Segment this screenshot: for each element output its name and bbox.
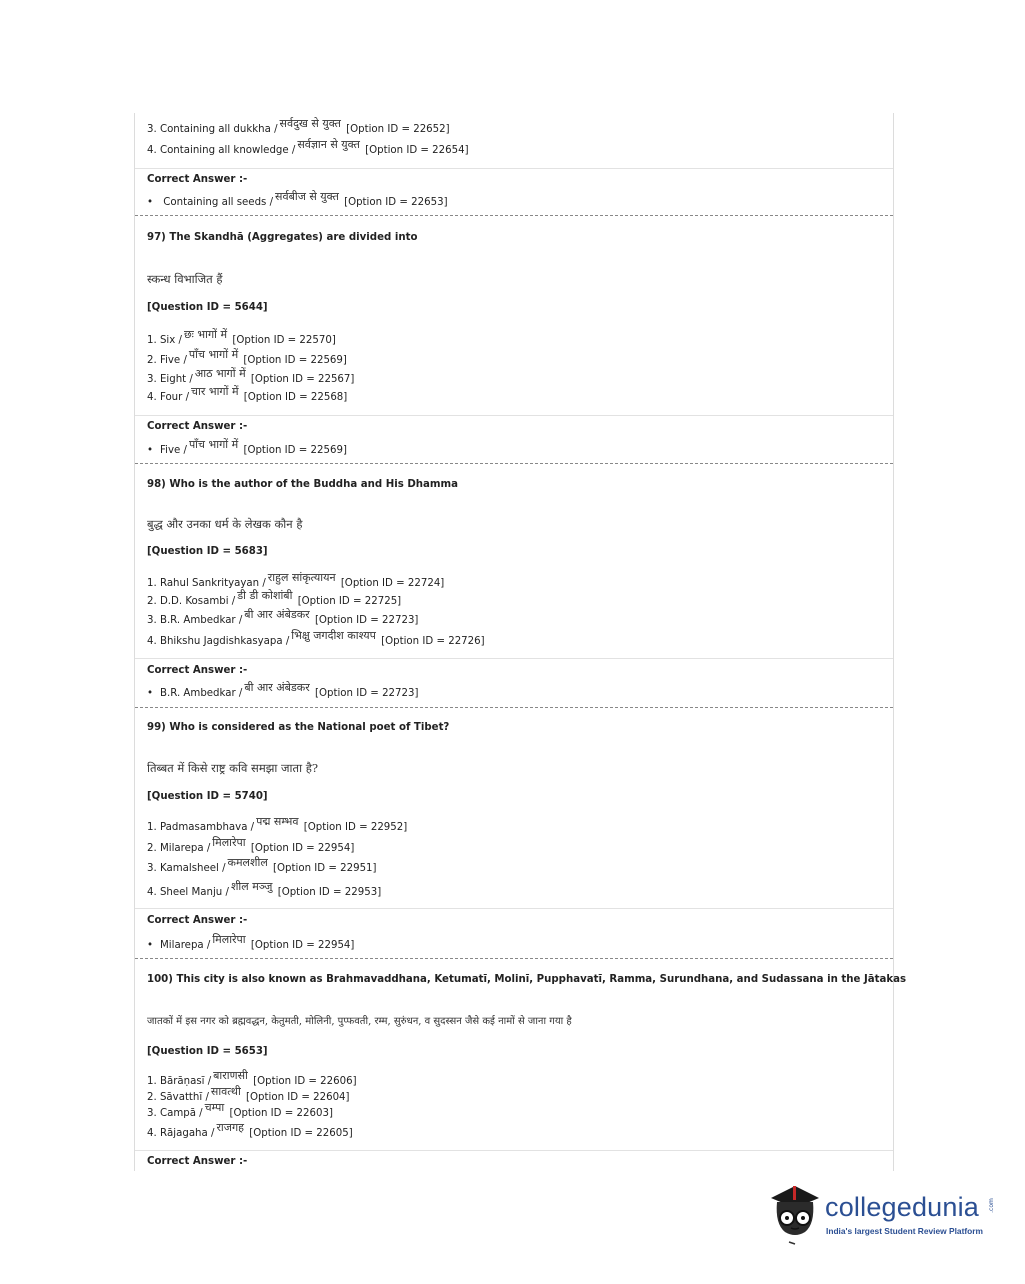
- logo-tagline: India's largest Student Review Platform: [826, 1226, 983, 1236]
- question-title: 97) The Skandhā (Aggregates) are divided into: [147, 232, 418, 243]
- option-row: 2. Milarepa / मिलारेपा [Option ID = 22954]: [147, 836, 355, 854]
- option-row: 2. D.D. Kosambi / डी डी कोशांबी [Option ID = 22725]: [147, 589, 402, 607]
- correct-answer-label: Correct Answer :-: [147, 915, 248, 926]
- question-id: [Question ID = 5644]: [147, 302, 268, 313]
- divider: [135, 1150, 893, 1151]
- option-row: 1. Six / छः भागों में [Option ID = 22570]: [147, 328, 336, 346]
- option-row: 1. Bārāṇasī / बाराणसी [Option ID = 22606]: [147, 1069, 357, 1087]
- divider: [135, 908, 893, 909]
- collegedunia-logo[interactable]: [765, 1180, 995, 1250]
- correct-answer-label: Correct Answer :-: [147, 1156, 248, 1167]
- option-row: 4. Containing all knowledge / सर्वज्ञान से युक्त [Option ID = 22654]: [147, 138, 469, 156]
- question-paper-page: [134, 113, 907, 1171]
- question-separator: [135, 707, 893, 708]
- mascot-icon: [765, 1180, 823, 1246]
- option-row: 2. Five / पाँच भागों में [Option ID = 22569]: [147, 348, 347, 366]
- question-separator: [135, 958, 893, 959]
- question-hindi: स्कन्ध विभाजित हैं: [147, 272, 223, 286]
- question-id: [Question ID = 5740]: [147, 791, 268, 802]
- correct-answer: • Milarepa / मिलारेपा [Option ID = 22954]: [147, 938, 354, 953]
- divider: [135, 658, 893, 659]
- correct-answer: • B.R. Ambedkar / बी आर अंबेडकर [Option ID = 22723]: [147, 686, 418, 701]
- question-hindi: जातकों में इस नगर को ब्रह्मवद्धन, केतुमती, मोलिनी, पुप्फवती, रम्म, सुरुंधन, व सुदस्सन जैसे कई नामों से जाना गया है: [147, 1016, 572, 1027]
- question-separator: [135, 463, 893, 464]
- option-row: 1. Padmasambhava / पद्म सम्भव [Option ID = 22952]: [147, 815, 408, 833]
- logo-domain: .com: [987, 1198, 995, 1213]
- option-row: 3. Kamalsheel / कमलशील [Option ID = 22951]: [147, 856, 377, 874]
- question-separator: [135, 215, 893, 216]
- question-title: 98) Who is the author of the Buddha and His Dhamma: [147, 479, 459, 490]
- option-row: 4. Bhikshu Jagdishkasyapa / भिक्षु जगदीश काश्यप [Option ID = 22726]: [147, 629, 485, 647]
- divider: [135, 168, 893, 169]
- logo-wordmark: collegedunia: [825, 1192, 980, 1222]
- option-row: 3. Eight / आठ भागों में [Option ID = 22567]: [147, 367, 355, 385]
- option-row: 4. Rājagaha / राजगह [Option ID = 22605]: [147, 1121, 353, 1139]
- option-row: 3. Containing all dukkha / सर्वदुख से युक्त [Option ID = 22652]: [147, 117, 450, 135]
- correct-answer: • Containing all seeds / सर्वबीज से युक्त [Option ID = 22653]: [147, 195, 448, 210]
- question-id: [Question ID = 5653]: [147, 1046, 268, 1057]
- option-row: 2. Sāvatthī / सावत्थी [Option ID = 22604]: [147, 1085, 350, 1103]
- correct-answer-label: Correct Answer :-: [147, 421, 248, 432]
- question-id: [Question ID = 5683]: [147, 546, 268, 557]
- correct-answer-label: Correct Answer :-: [147, 174, 248, 185]
- divider: [135, 415, 893, 416]
- option-row: 3. Campā / चम्पा [Option ID = 22603]: [147, 1101, 333, 1119]
- question-title: 99) Who is considered as the National poet of Tibet?: [147, 722, 450, 733]
- question-hindi: बुद्ध और उनका धर्म के लेखक कौन है: [147, 517, 303, 531]
- option-row: 4. Sheel Manju / शील मञ्जु [Option ID = 22953]: [147, 880, 382, 898]
- question-title: 100) This city is also known as Brahmavaddhana, Ketumatī, Molinī, Pupphavatī, Ramma, Surundhana, and Sudassana in the Jātakas: [147, 974, 907, 985]
- option-row: 4. Four / चार भागों में [Option ID = 22568]: [147, 385, 348, 403]
- question-hindi: तिब्बत में किसे राष्ट्र कवि समझा जाता है?: [147, 761, 318, 775]
- correct-answer-label: Correct Answer :-: [147, 665, 248, 676]
- correct-answer: • Five / पाँच भागों में [Option ID = 22569]: [147, 443, 347, 458]
- option-row: 1. Rahul Sankrityayan / राहुल सांकृत्यायन [Option ID = 22724]: [147, 571, 445, 589]
- option-row: 3. B.R. Ambedkar / बी आर अंबेडकर [Option ID = 22723]: [147, 608, 419, 626]
